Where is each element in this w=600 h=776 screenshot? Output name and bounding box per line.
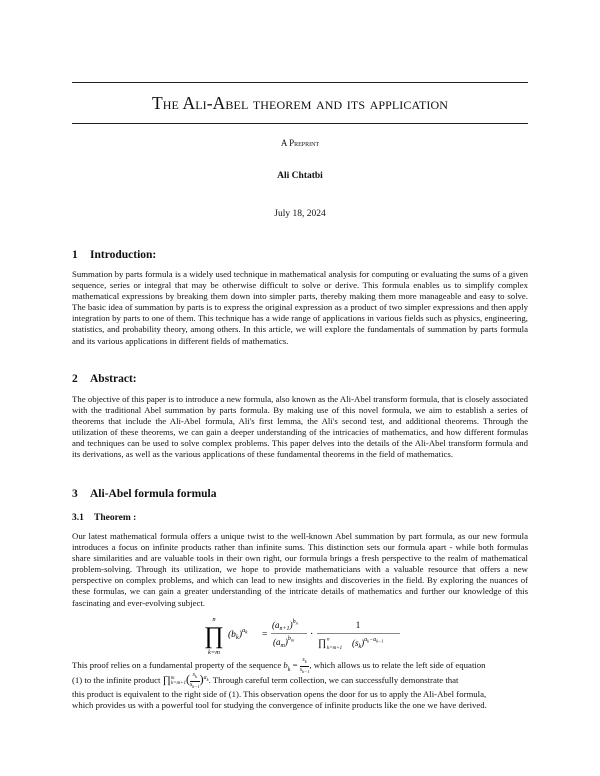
section-1-body: Summation by parts formula is a widely used technique in mathematical analysis for computing or evaluating the sums of a given sequence, series or integral that may be otherwise difficult to solve or derive. This formula enables us to simplify complex mathematical expressions by breaking them down into simpler parts, thereby making them more manageable and easy to solve. The basic idea of summation by parts is to express the original expression as a product of two simpler expressions and then apply integration by parts to one of them. This technique has a wide range of applications in various fields such as physics, engineering, statistics, and probability theory, among others. In this article, we will explore the fundamentals of summation by parts formula and its various applications in different fields of mathematics. [72,269,528,346]
closing-line-2-text-a: (1) to the infinite product [72,675,163,686]
eq-frac1-numerator: $(a_{n+1})^bn$ [272,619,298,632]
closing-line-2-frac: $\frac{s_k}{s_{k-1}}$ [189,672,200,689]
eq-lhs-term: $(b_k)^ak$ [228,627,248,641]
closing-line-2-lparen: ( [185,672,190,687]
section-2-number: 2 [72,373,78,385]
closing-line-1-frac: $\frac{s_k}{s_{k-1}}$ [299,657,310,674]
eq-frac2-den-lower: k=m+1 [327,646,343,651]
title-rule-bottom [72,123,528,124]
closing-line-2-limits: m k=m+1 [170,675,186,687]
closing-line-1-math: $b_k$ [283,660,291,673]
section-1-heading [72,249,156,261]
author-name: Ali Chtatbi [277,171,323,181]
closing-line-3: this product is equivalent to the right side of (1). This observation opens the door for us to apply the Ali-Abel formula, [72,689,487,699]
paper-date: July 18, 2024 [274,209,326,219]
section-2-heading [72,373,137,385]
section-3-body: Our latest mathematical formula offers a unique twist to the well-known Abel summation by part formula, as our new formula introduces a focus on infinite products rather than infinite sums. This distinction sets our formula apart - while both formulas share similarities and are valuable tools in their own right, our formula brings a fresh perspective to the realm of mathematical problem-solving. Through its utilization, we hope to provide mathematicians with a valuable resource that offers a new perspective on complex problems, and which can lead to new insights and discoveries in the field. By exploring the nuances of these formulas, we can gain a greater understanding of the intricate details of mathematics and further our knowledge of this fascinating and ever-evolving subject. [72,531,528,608]
closing-line-1-text-b: , which allows us to relate the left side of equation [309,660,486,671]
eq-frac2-numerator: 1 [355,620,361,630]
section-3-number: 3 [72,488,78,500]
closing-line-2-product: ∏ [162,675,171,687]
closing-line-4: which provides us with a powerful tool for studying the convergence of infinite products like the one we have derived. [72,700,487,710]
closing-line-2-rparen: ) [199,672,204,687]
closing-line-1-text-a: This proof relies on a fundamental property of the sequence [72,660,284,671]
eq-frac2-den-upper: n [327,637,330,643]
closing-line-1-eq: = [290,660,300,671]
section-1-number: 1 [72,249,78,261]
closing-line-2-text-b: . Through careful term collection, we can successfully demonstrate that [208,675,459,686]
preprint-label: A Preprint [280,138,320,148]
subsection-3-1-number: 3.1 [72,513,84,523]
eq-equals: = [262,630,268,640]
subsection-3-1-title: Theorem : [94,513,137,523]
section-2-body: The objective of this paper is to introduce a new formula, also known as the Ali-Abel transform formula, that is closely associated with the traditional Abel summation by parts formula. By making use of this novel formula, we aim to establish a series of theorems that include the Ali-Abel formula, Ali's first lemma, the Ali's second test, and additional theorems. Through the utilization of these theorems, we can gain a deeper understanding of the intricacies of mathematics, and how different formulas and techniques can be used to solve complex problems. This paper delves into the details of the Ali-Abel transform formula and its derivations, as well as the various applications of these fundamental theorems in the field of mathematics. [72,394,528,460]
title-rule-top [72,82,528,83]
eq-prod-upper: n [212,616,216,623]
closing-line-2-exp: ak [203,675,209,683]
eq-prod-lower: k=m [208,649,220,656]
section-2-title: Abstract: [90,373,137,385]
section-1-title: Introduction: [90,249,157,261]
eq-frac1-denominator: $(a_m)^bm$ [273,636,295,649]
closing-line-2 [72,672,528,690]
equation-1 [200,614,400,654]
section-3-title: Ali-Abel formula formula [90,488,217,500]
eq-prod-symbol: ∏ [204,623,224,649]
eq-frac2-den-term: $(s_k)^ak-ak-1$ [352,637,384,650]
section-3-heading [72,488,216,500]
subsection-3-1-heading [72,513,136,523]
eq-frac2-den-prod: ∏ [318,638,327,649]
eq-dot: · [310,629,314,640]
paper-title: The Ali-Abel theorem and its application [151,93,449,113]
